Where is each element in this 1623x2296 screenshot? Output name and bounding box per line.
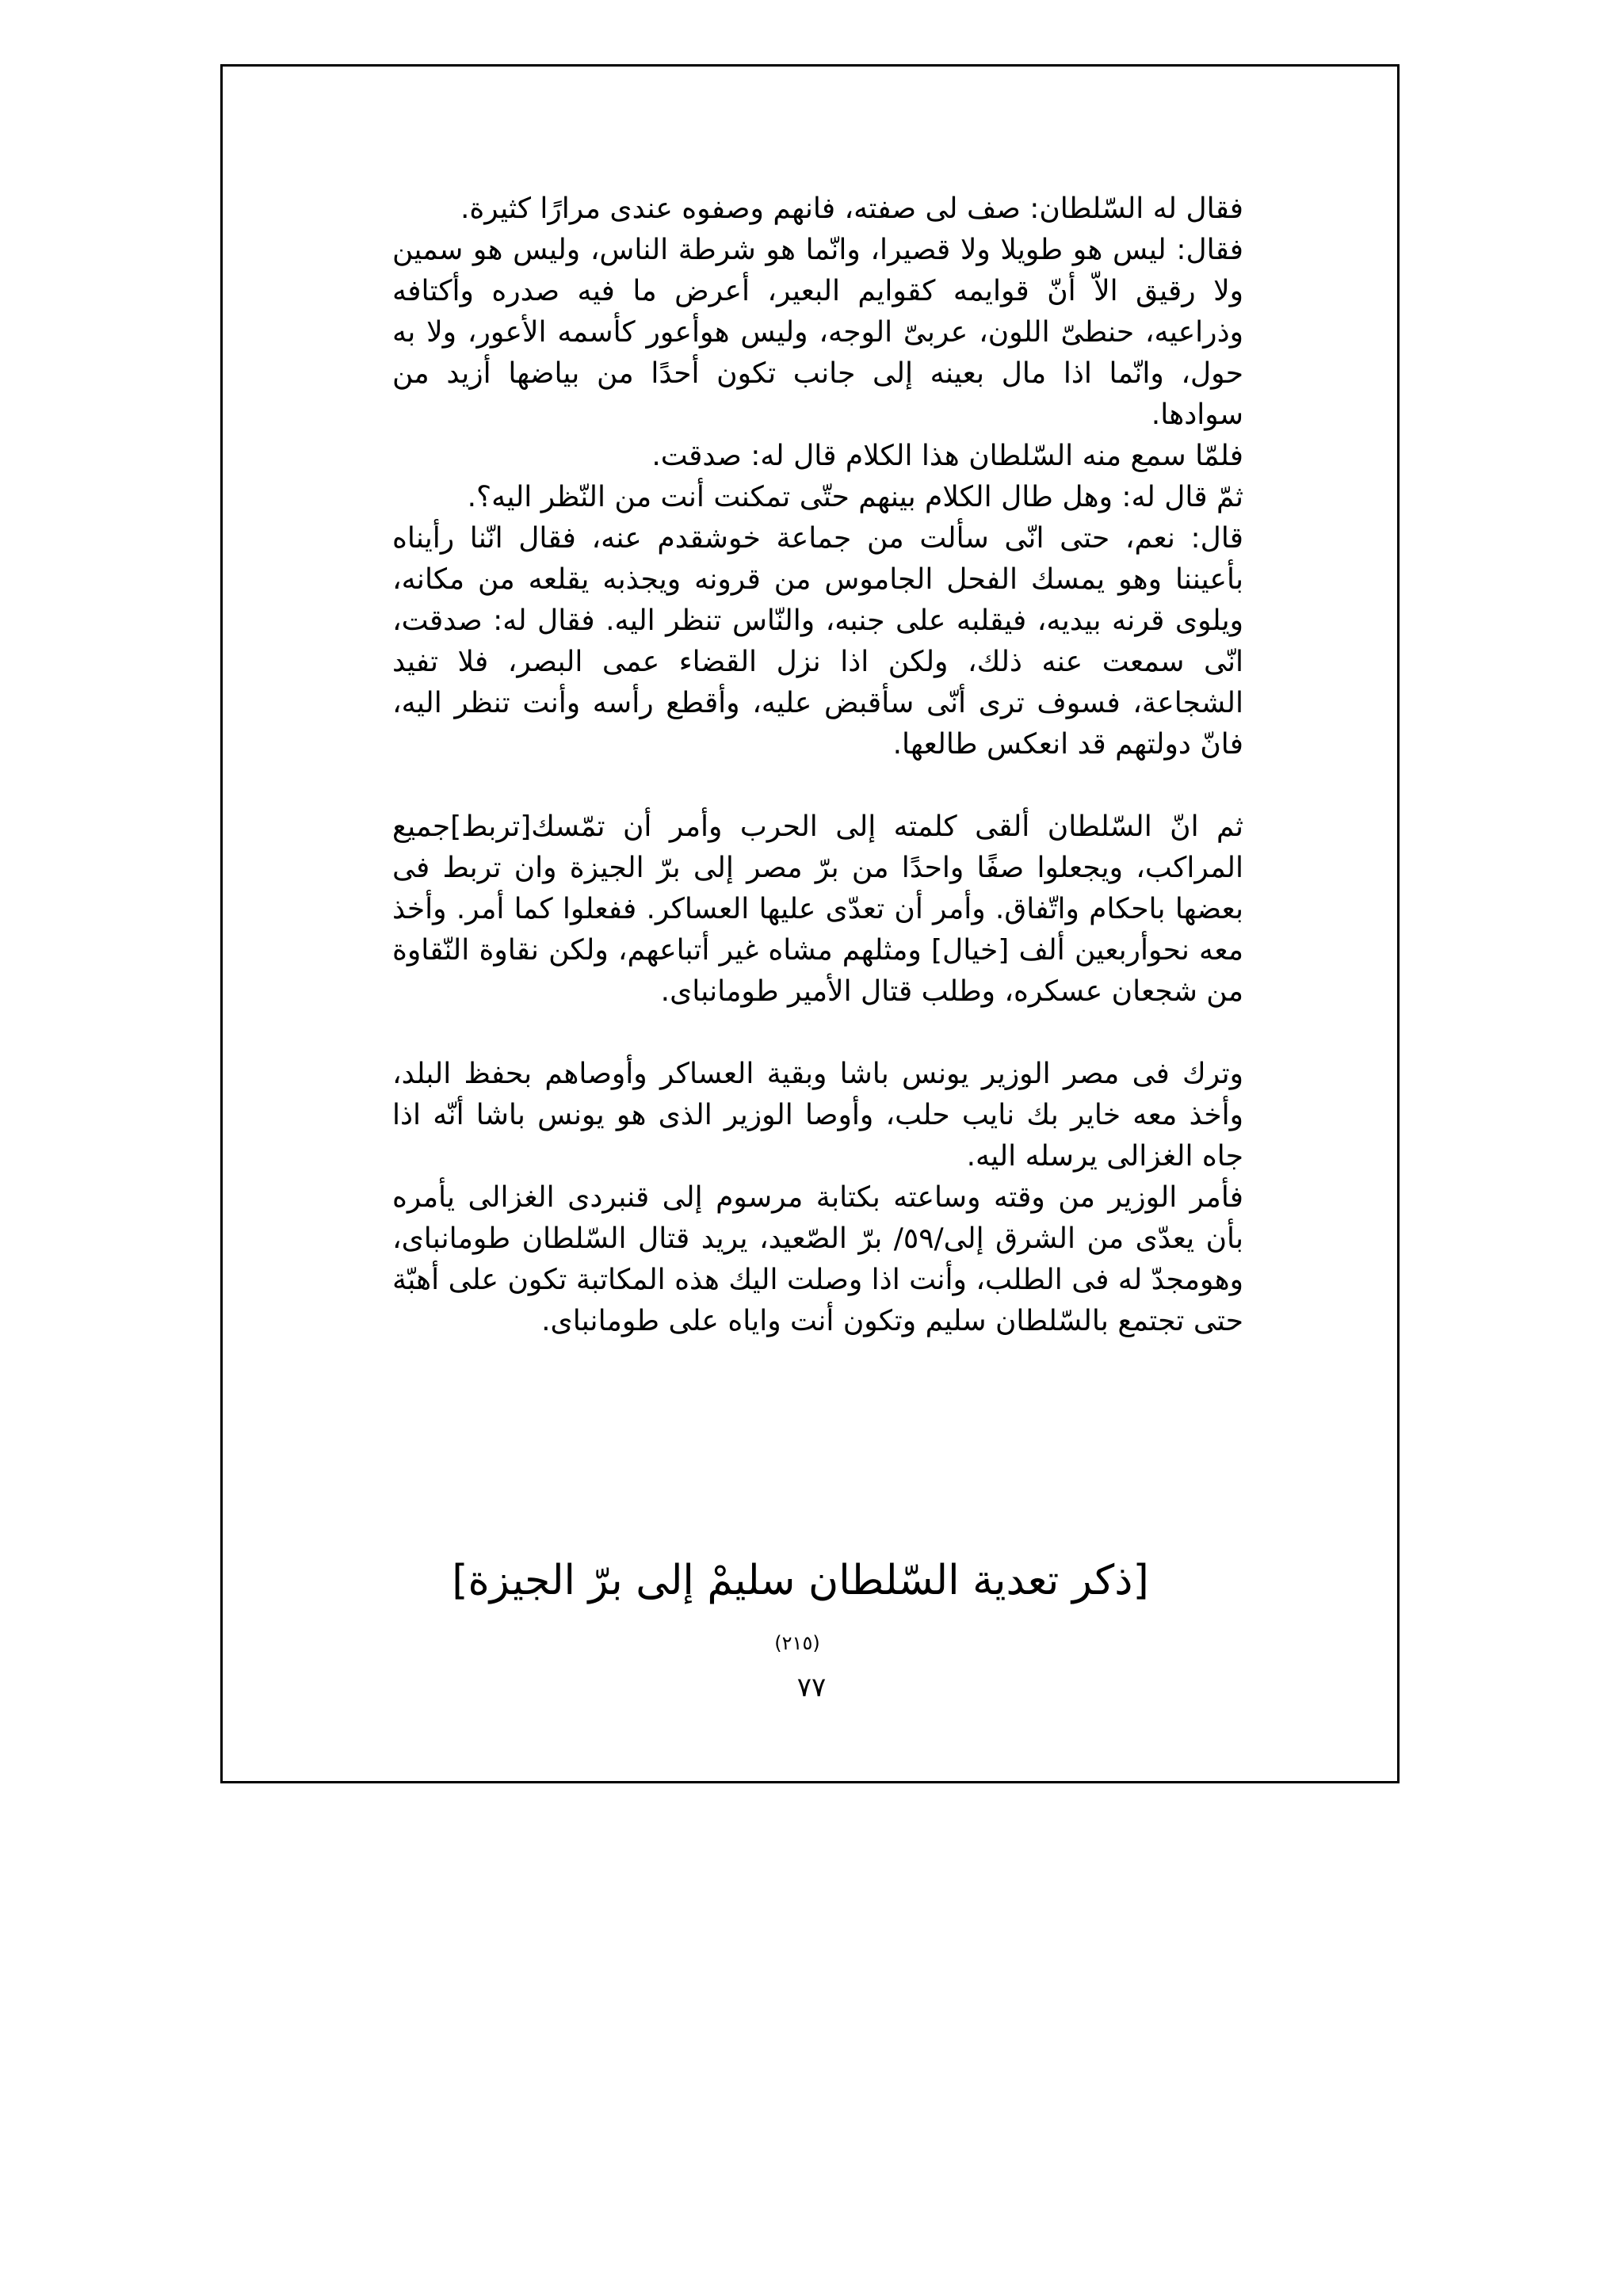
paragraph-3: فلمّا سمع منه السّلطان هذا الكلام قال له: صدقت.: [651, 440, 1243, 472]
paragraph-4: ثمّ قال له: وهل طال الكلام بينهم حتّى تمكنت أنت من النّظر اليه؟.: [467, 481, 1243, 513]
document-body: [392, 189, 1243, 1342]
paragraph-2: فقال: ليس هو طويلا ولا قصيرا، وانّما هو شرطة الناس، وليس هو سمين ولا رقيق الاّ أنّ قوايمه كقوايم البعير، أعرض ما فيه صدره وأكتافه وذراعيه، حنطىّ اللون، عربىّ الوجه، وليس هوأعور كأسمه الأعور، ولا به حول، وانّما اذا مال بعينه إلى جانب تكون أحدًا من بياضها أزيد من سوادها.: [392, 234, 1243, 431]
paragraph-8: فأمر الوزير من وقته وساعته بكتابة مرسوم إلى قنبردى الغزالى يأمره بأن يعدّى من الشرق إلى/٥٩/ برّ الصّعيد، يريد قتال السّلطان طومانباى، وهومجدّ له فى الطلب، وأنت اذا وصلت اليك هذه المكاتبة تكون على أهبّة حتى تجتمع بالسّلطان سليم وتكون أنت واياه على طومانباى.: [392, 1181, 1243, 1337]
page-number: ٧٧: [796, 1672, 827, 1703]
paragraph-5: قال: نعم، حتى انّى سألت من جماعة خوشقدم عنه، فقال انّنا رأيناه بأعيننا وهو يمسك الفحل الجاموس من قرونه ويجذبه يقلعه من مكانه، ويلوى قرنه بيديه، فيقلبه على جنبه، والنّاس تنظر اليه. فقال له: صدقت، انّى سمعت عنه ذلك، ولكن اذا نزل القضاء عمى البصر، فلا تفيد الشجاعة، فسوف ترى أنّى سأقبض عليه، وأقطع رأسه وأنت تنظر اليه، فانّ دولتهم قد انعكس طالعها.: [392, 522, 1243, 761]
paragraph-7: وترك فى مصر الوزير يونس باشا وبقية العساكر وأوصاهم بحفظ البلد، وأخذ معه خاير بك نايب حلب، وأوصا الوزير الذى هو يونس باشا أنّه اذا جاه الغزالى يرسله اليه.: [392, 1058, 1243, 1173]
section-heading-text: [ذكر تعدية السّلطان سليمْ إلى برّ الجيزة]: [452, 1557, 1149, 1604]
paragraph-6: ثم انّ السّلطان ألقى كلمته إلى الحرب وأمر أن تمّسك[تربط]جميع المراكب، ويجعلوا صفًا واحدًا من برّ مصر إلى برّ الجيزة وان تربط فى بعضها باحكام واتّفاق. وأمر أن تعدّى عليها العساكر. ففعلوا كما أمر. وأخذ معه نحوأربعين ألف [خيال] ومثلهم مشاه غير أتباعهم، ولكن نقاوة النّقاوة من شجعان عسكره، وطلب قتال الأمير طومانباى.: [392, 810, 1243, 1008]
paragraph-spacer: [392, 1013, 1243, 1054]
paragraph-spacer: [392, 765, 1243, 807]
paragraph-1: فقال له السّلطان: صف لى صفته، فانهم وصفوه عندى مرارًا كثيرة.: [460, 193, 1243, 225]
section-heading: [444, 1553, 1157, 1671]
footnote-reference: (٢١٥): [774, 1632, 820, 1654]
